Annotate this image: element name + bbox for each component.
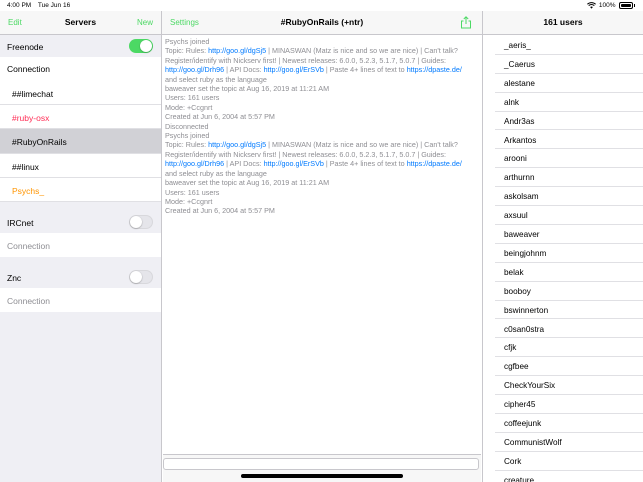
channel-row-ruby-osx[interactable]: [0, 105, 161, 129]
user-row[interactable]: [495, 168, 643, 187]
user-row[interactable]: [495, 395, 643, 414]
log-text: | API Docs:: [224, 159, 264, 169]
channel-label: ##linux: [12, 162, 39, 172]
user-row[interactable]: [495, 225, 643, 244]
log-link[interactable]: http://goo.gl/dgSj5: [208, 46, 267, 56]
user-nick: _aeris_: [504, 41, 531, 50]
log-text: Mode: +Ccgnrt: [165, 196, 213, 206]
log-text: Topic: Rules:: [165, 140, 209, 150]
user-nick: coffeejunk: [504, 419, 542, 428]
log-text: Disconnected: [165, 121, 209, 131]
connection-label: Connection: [7, 296, 51, 306]
user-nick: creature: [504, 475, 535, 482]
log-line: [165, 206, 480, 215]
log-text: | API Docs:: [224, 65, 264, 75]
log-line: [165, 150, 480, 159]
log-text: Psychs joined: [165, 37, 210, 46]
log-line: [165, 56, 480, 65]
users-pane: [483, 11, 643, 482]
log-text: baweaver set the topic at Aug 16, 2019 at 11:21 AM: [165, 84, 330, 94]
toggle-knob: [140, 40, 152, 52]
status-right: [587, 2, 635, 9]
channel-pane: [162, 11, 483, 482]
server-name: Freenode: [7, 42, 44, 52]
server-toggle-freenode[interactable]: [129, 39, 153, 53]
log-link[interactable]: http://goo.gl/dgSj5: [208, 140, 267, 150]
log-link[interactable]: https://dpaste.de/: [406, 65, 462, 75]
channel-label: #RubyOnRails: [12, 137, 67, 147]
user-nick: belak: [504, 267, 524, 277]
user-row[interactable]: [495, 149, 643, 168]
log-line: [165, 93, 480, 102]
servers-title: Servers: [64, 17, 97, 27]
channel-label: Psychs_: [12, 186, 45, 196]
connection-row-znc[interactable]: [0, 288, 161, 312]
log-line: [165, 122, 480, 131]
log-line: [165, 140, 480, 149]
connection-row-freenode[interactable]: [0, 57, 161, 81]
user-nick: booboy: [504, 286, 531, 296]
user-nick: CommunistWolf: [504, 437, 562, 447]
log-line: [165, 159, 480, 168]
user-row[interactable]: [495, 414, 643, 433]
log-line: [165, 84, 480, 93]
connection-label: Connection: [7, 64, 51, 74]
edit-button[interactable]: Edit: [8, 18, 22, 27]
server-row-freenode: [0, 36, 161, 57]
user-nick: askolsam: [504, 192, 539, 202]
server-row-ircnet: [0, 211, 161, 233]
server-name: IRCnet: [7, 218, 34, 228]
user-nick: arthurnn: [504, 173, 535, 183]
log-text: | MINASWAN (Matz is nice and so we are nice) | Can't talk?: [266, 140, 458, 150]
new-server-button[interactable]: New: [136, 18, 153, 27]
servers-pane: [0, 11, 162, 482]
user-nick: bswinnerton: [504, 305, 549, 315]
user-row[interactable]: [495, 36, 643, 55]
user-row[interactable]: [495, 263, 643, 282]
log-text: and select ruby as the language: [165, 74, 267, 84]
users-navbar: [483, 11, 643, 35]
channel-title: #RubyOnRails (+ntr): [280, 17, 364, 27]
servers-navbar: [0, 11, 161, 35]
log-text: Mode: +Ccgnrt: [165, 102, 213, 112]
channel-label: #ruby-osx: [12, 113, 50, 123]
user-row[interactable]: [495, 320, 643, 339]
toggle-knob: [130, 216, 142, 228]
log-line: [165, 37, 480, 46]
status-date: Tue Jun 16: [37, 2, 71, 9]
log-text: Register/identify with Nickserv first! | Newest releases: 6.0.0, 5.2.3, 5.1.7, 5.0.7 | Guides:: [165, 149, 446, 159]
user-row[interactable]: [495, 376, 643, 395]
user-nick: CheckYourSix: [504, 381, 556, 391]
server-toggle-ircnet[interactable]: [129, 215, 153, 229]
log-text: Psychs joined: [165, 131, 210, 141]
user-nick: c0san0stra: [504, 324, 545, 334]
user-nick: cipher45: [504, 400, 536, 410]
log-line: [165, 169, 480, 178]
user-row[interactable]: [495, 131, 643, 150]
home-indicator: [241, 474, 403, 478]
log-line: [165, 103, 480, 112]
connection-label: Connection: [7, 241, 51, 251]
user-row[interactable]: [495, 433, 643, 452]
user-row[interactable]: [495, 93, 643, 112]
log-text: Register/identify with Nickserv first! | Newest releases: 6.0.0, 5.2.3, 5.1.7, 5.0.7 | Guides:: [165, 55, 446, 65]
channel-row-limechat[interactable]: [0, 81, 161, 105]
log-line: [165, 65, 480, 74]
user-nick: _Caerus: [504, 59, 535, 69]
share-icon[interactable]: [460, 16, 472, 29]
log-text: Users: 161 users: [165, 93, 220, 103]
message-input[interactable]: [163, 458, 479, 470]
user-nick: alestane: [504, 78, 535, 88]
log-line: [165, 131, 480, 140]
log-line: [165, 197, 480, 206]
log-text: Users: 161 users: [165, 187, 220, 197]
server-name: Znc: [7, 273, 22, 283]
battery-icon: [619, 2, 633, 9]
user-nick: cgfbee: [504, 362, 529, 372]
channel-navbar: [162, 11, 482, 35]
connection-row-ircnet[interactable]: [0, 233, 161, 257]
user-nick: Andr3as: [504, 116, 535, 126]
log-text: | Paste 4+ lines of text to: [323, 159, 407, 169]
log-link[interactable]: http://goo.gl/ErSVb: [263, 159, 324, 169]
log-text: Topic: Rules:: [165, 46, 209, 56]
user-row[interactable]: [495, 471, 643, 482]
channel-row-linux[interactable]: [0, 154, 161, 178]
log-link[interactable]: http://goo.gl/ErSVb: [263, 65, 324, 75]
log-link[interactable]: http://goo.gl/Drh96: [165, 159, 225, 169]
user-nick: Arkantos: [504, 135, 537, 145]
user-row[interactable]: [495, 187, 643, 206]
battery-percent: 100%: [598, 2, 616, 9]
settings-button[interactable]: Settings: [170, 18, 199, 27]
user-row[interactable]: [495, 357, 643, 376]
channel-label: ##limechat: [12, 89, 54, 99]
server-toggle-znc[interactable]: [129, 270, 153, 284]
log-text: | Paste 4+ lines of text to: [323, 65, 407, 75]
log-link[interactable]: http://goo.gl/Drh96: [165, 65, 225, 75]
log-text: Created at Jun 6, 2004 at 5:57 PM: [165, 112, 275, 122]
message-log: [165, 37, 480, 216]
toggle-knob: [130, 271, 142, 283]
user-row[interactable]: [495, 282, 643, 301]
channel-row-psychs[interactable]: [0, 178, 161, 202]
log-line: [165, 178, 480, 187]
log-line: [165, 75, 480, 84]
server-row-znc: [0, 266, 161, 288]
log-line: [165, 112, 480, 121]
user-nick: Cork: [504, 456, 522, 466]
user-nick: arooni: [504, 154, 527, 164]
log-text: | MINASWAN (Matz is nice and so we are nice) | Can't talk?: [266, 46, 458, 56]
user-row[interactable]: [495, 244, 643, 263]
status-bar: [0, 0, 643, 11]
user-row[interactable]: [495, 206, 643, 225]
user-nick: baweaver: [504, 230, 540, 239]
user-nick: beingjohnm: [504, 248, 547, 258]
log-text: and select ruby as the language: [165, 168, 267, 178]
channel-row-rubyonrails[interactable]: [0, 129, 161, 154]
user-row[interactable]: [495, 338, 643, 357]
user-row[interactable]: [495, 301, 643, 320]
user-nick: axsuul: [504, 211, 528, 221]
user-row[interactable]: [495, 452, 643, 471]
wifi-icon: [587, 2, 596, 9]
log-text: Created at Jun 6, 2004 at 5:57 PM: [165, 206, 275, 216]
user-nick: alnk: [504, 97, 520, 107]
battery-tip: [634, 4, 636, 7]
log-line: [165, 188, 480, 197]
user-row[interactable]: [495, 55, 643, 74]
log-link[interactable]: https://dpaste.de/: [406, 159, 462, 169]
status-time: 4:00 PM: [7, 2, 32, 9]
user-nick: cfjk: [504, 343, 517, 353]
users-count-title: 161 users: [543, 17, 583, 27]
user-row[interactable]: [495, 112, 643, 131]
user-row[interactable]: [495, 74, 643, 93]
log-line: [165, 46, 480, 55]
log-text: baweaver set the topic at Aug 16, 2019 at 11:21 AM: [165, 178, 330, 188]
status-left: [7, 2, 75, 9]
